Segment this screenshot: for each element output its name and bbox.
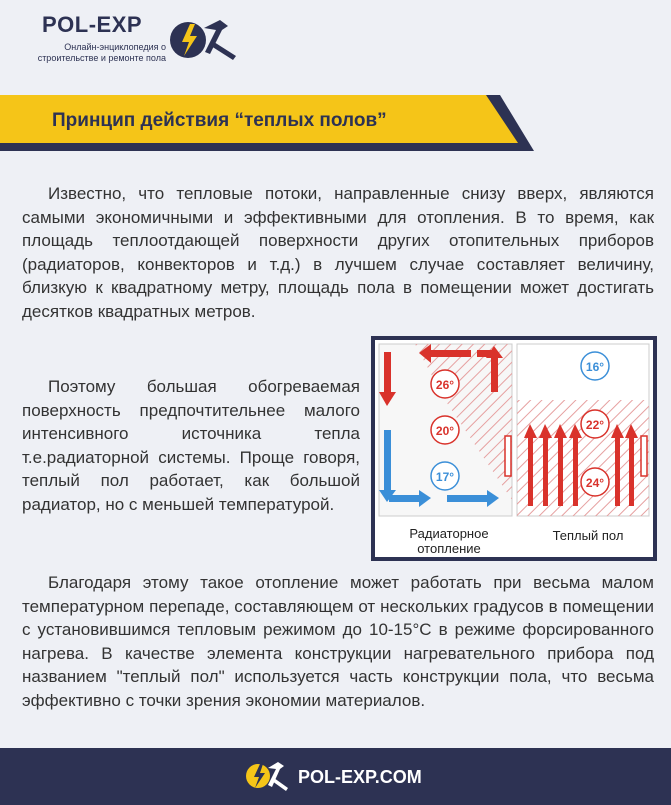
paragraph-3: Благодаря этому такое отопление может работать при весьма малом температурном перепаде, составляющем от нескольких градусов в помещении с установившимся тепловым режимом до 10-15°C в режиме форсированного нагрева. В качестве элемента конструкции нагревательного прибора под названием "теплый пол" используется часть конструкции пола, что весьма эффективно с точки зрения экономии материалов. xyxy=(22,573,654,710)
svg-text:20°: 20° xyxy=(435,424,455,438)
temp-bubble-right-3 xyxy=(581,468,609,496)
heating-comparison-figure xyxy=(371,336,657,561)
svg-text:24°: 24° xyxy=(585,476,605,490)
tagline-line1: Онлайн-энциклопедия о xyxy=(64,42,166,52)
tools-logo-icon xyxy=(170,16,242,62)
caption-warm-floor: Теплый пол xyxy=(552,528,624,543)
paragraph-2: Поэтому большая обогреваемая поверхность предпочтительнее малого интенсивного источника тепла т.е.радиаторной системы. Проще говоря, теплый пол работает, как большой радиатор, но с меньшей температурой. xyxy=(22,377,360,514)
svg-text:22°: 22° xyxy=(585,418,605,432)
temp-bubble-right-1 xyxy=(581,352,609,380)
svg-text:26°: 26° xyxy=(435,378,455,392)
caption-radiator-line2: отопление xyxy=(417,541,481,556)
footer-site-link[interactable]: POL-EXP.COM xyxy=(298,767,422,787)
section-title: Принцип действия “теплых полов” xyxy=(52,110,387,131)
brand-tagline xyxy=(16,42,166,64)
tagline-line2: строительстве и ремонте пола xyxy=(37,53,166,63)
paragraph-1: Известно, что тепловые потоки, направленные снизу вверх, являются самыми экономичными и эффективными для отопления. В то время, как площадь теплоотдающей поверхности других отопительных приборов (радиаторов, конвекторов и т.д.) в лучшем случае составляет величину, близкую к квадратному метру, площадь пола в помещении может достигать десятков квадратных метров. xyxy=(22,184,654,321)
svg-text:17°: 17° xyxy=(435,470,455,484)
caption-radiator xyxy=(389,526,509,556)
caption-radiator-line1: Радиаторное xyxy=(409,526,489,541)
brand-name[interactable]: POL-EXP xyxy=(42,12,143,37)
temp-bubble-left-1 xyxy=(431,370,459,398)
tools-footer-icon xyxy=(246,758,290,794)
svg-text:16°: 16° xyxy=(585,360,605,374)
heating-diagram xyxy=(375,340,653,520)
temp-bubble-right-2 xyxy=(581,410,609,438)
temp-bubble-left-2 xyxy=(431,416,459,444)
temp-bubble-left-3 xyxy=(431,462,459,490)
